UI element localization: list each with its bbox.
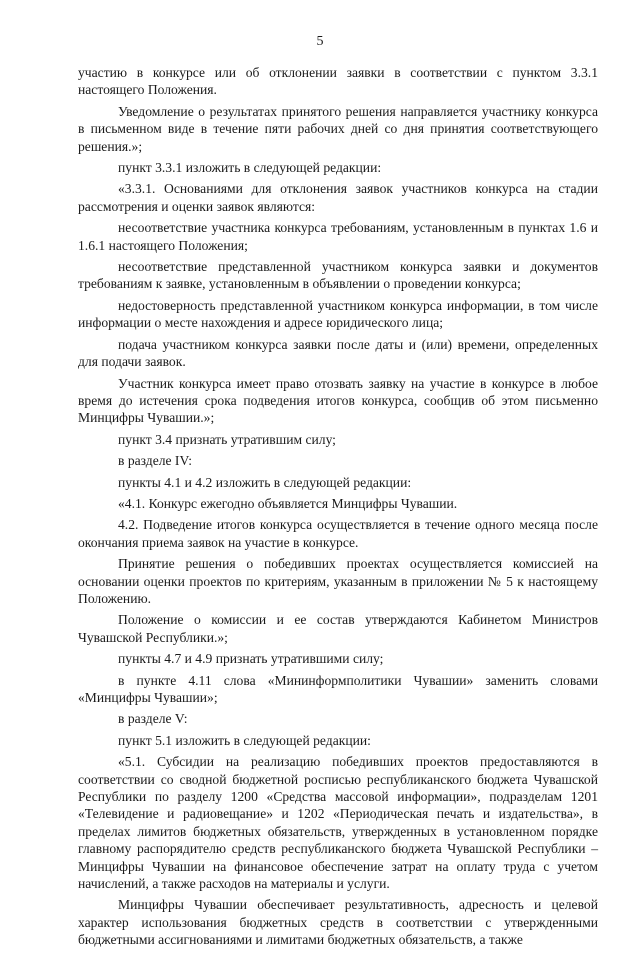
paragraph: Уведомление о результатах принятого решения направляется участнику конкурса в письменном виде в течение пяти рабочих дней со дня принятия соответствующего решения.»; — [78, 103, 598, 154]
paragraph: в разделе V: — [118, 711, 188, 727]
page-number: 5 — [316, 34, 324, 49]
paragraph: 4.2. Подведение итогов конкурса осуществляется в течение одного месяца после окончания приема заявок на участие в конкурсе. — [78, 517, 598, 550]
paragraph: участию в конкурсе или об отклонении заявки в соответствии с пунктом 3.3.1 настоящего Положения. — [78, 65, 598, 98]
paragraph: Минцифры Чувашии обеспечивает результативность, адресность и целевой характер использования бюджетных средств в соответствии с утвержденными бюджетными ассигнованиями и лимитами бюджетных обязательств, а также — [78, 897, 598, 948]
paragraph: в разделе IV: — [118, 453, 193, 469]
paragraph: пункт 3.4 признать утратившим силу; — [118, 431, 336, 447]
paragraph: несоответствие представленной участником конкурса заявки и документов требованиям к заявке, установленным в объявлении о проведении конкурса; — [78, 259, 598, 292]
paragraph: «5.1. Субсидии на реализацию победивших проектов предоставляются в соответствии со сводной бюджетной росписью республиканского бюджета Чувашской Республики по разделу 1200 «Средства массовой информации», подразделам 1201 «Телевидение и радиовещание» и 1202 «Периодическая печать и издательства», в пределах лимитов бюджетных обязательств, утвержденных в установленном порядке главному распорядителю средств республиканского бюджета Чувашской Республики – Минцифры Чувашии на финансовое обеспечение затрат на оплату труда с учетом начислений, а также расходов на материалы и услуги. — [78, 754, 598, 892]
paragraph: в пункте 4.11 слова «Мининформполитики Чувашии» заменить словами «Минцифры Чувашии»; — [78, 672, 598, 705]
paragraph: пункт 5.1 изложить в следующей редакции: — [118, 732, 371, 748]
paragraph: пункт 3.3.1 изложить в следующей редакции: — [118, 160, 382, 176]
paragraph: «3.3.1. Основаниями для отклонения заявок участников конкурса на стадии рассмотрения и оценки заявок являются: — [78, 181, 598, 214]
document-body — [78, 64, 598, 953]
paragraph: Участник конкурса имеет право отозвать заявку на участие в конкурсе в любое время до истечения срока подведения итогов конкурса, сообщив об этом письменно Минцифры Чувашии.»; — [78, 375, 598, 426]
paragraph: пункты 4.7 и 4.9 признать утратившими силу; — [118, 651, 384, 667]
paragraph: пункты 4.1 и 4.2 изложить в следующей редакции: — [118, 474, 412, 490]
paragraph: подача участником конкурса заявки после даты и (или) времени, определенных для подачи заявок. — [78, 336, 598, 370]
paragraph: Принятие решения о победивших проектах осуществляется комиссией на основании оценки проектов по критериям, указанным в приложении № 5 к настоящему Положению. — [78, 556, 598, 606]
paragraph: недостоверность представленной участником конкурса информации, в том числе информации о месте нахождения и адресе юридического лица; — [78, 297, 598, 331]
paragraph: Положение о комиссии и ее состав утверждаются Кабинетом Министров Чувашской Республики.»; — [78, 612, 598, 645]
paragraph: несоответствие участника конкурса требованиям, установленным в пунктах 1.6 и 1.6.1 настоящего Положения; — [78, 220, 598, 253]
paragraph: «4.1. Конкурс ежегодно объявляется Минцифры Чувашии. — [118, 495, 458, 511]
